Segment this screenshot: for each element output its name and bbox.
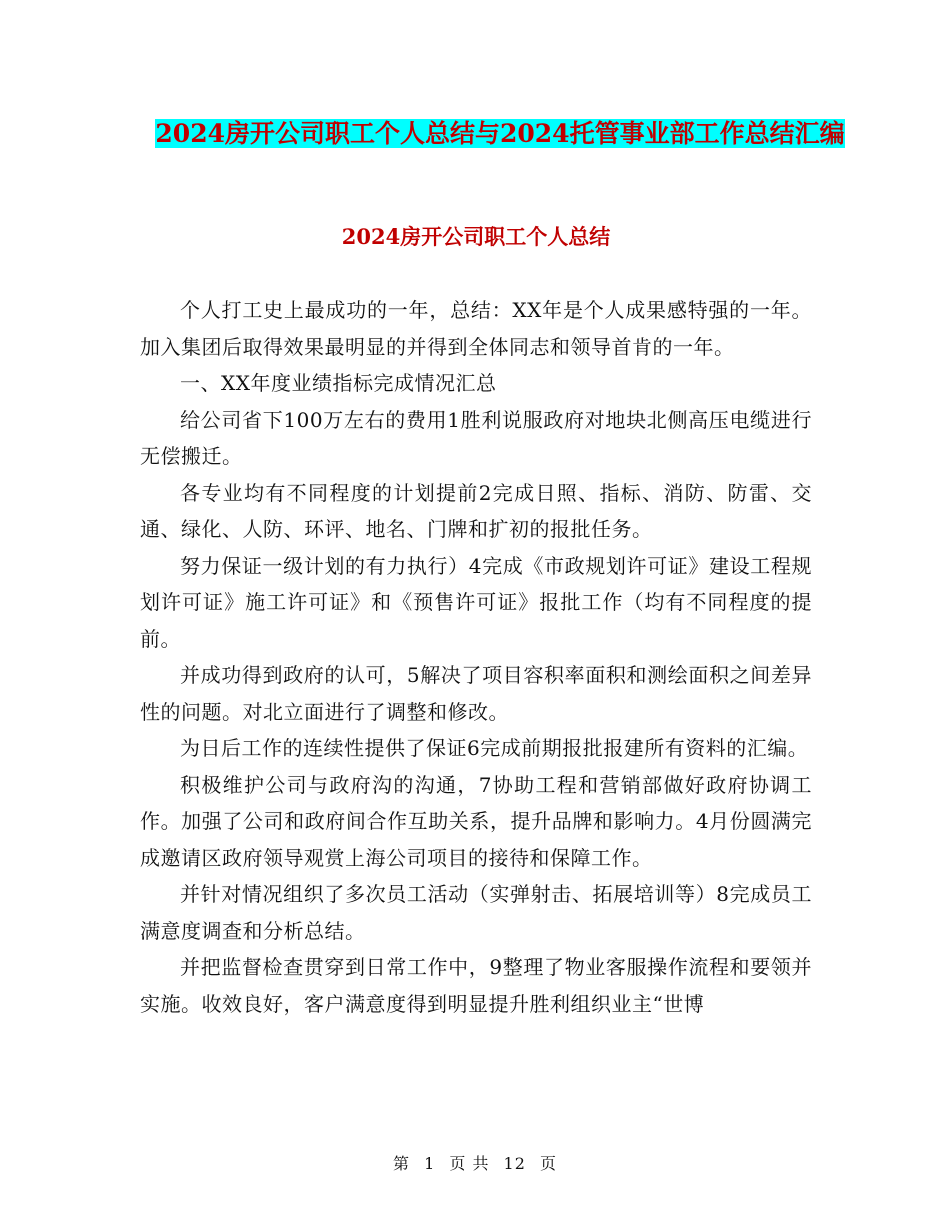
paragraph: 为日后工作的连续性提供了保证6完成前期报批报建所有资料的汇编。 <box>180 736 809 760</box>
paragraph: 各专业均有不同程度的计划提前2完成日照、指标、消防、防雷、交通、绿化、人防、环评、地名、门牌和扩初的报批任务。 <box>140 480 812 541</box>
paragraph: 积极维护公司与政府沟的沟通，7协助工程和营销部做好政府协调工作。加强了公司和政府间合作互助关系，提升品牌和影响力。4月份圆满完成邀请区政府领导观赏上海公司项目的接待和保障工作。 <box>140 772 812 870</box>
paragraph: 并把监督检查贯穿到日常工作中，9整理了物业客服操作流程和要领并实施。收效良好，客户满意度得到明显提升胜利组织业主“世博 <box>140 955 812 1016</box>
footer-prefix: 第 <box>392 1154 410 1173</box>
paragraph: 给公司省下100万左右的费用1胜利说服政府对地块北侧高压电缆进行无偿搬迁。 <box>140 407 812 468</box>
paragraph: 努力保证一级计划的有力执行）4完成《市政规划许可证》建设工程规划许可证》施工许可证》和《预售许可证》报批工作（均有不同程度的提前。 <box>140 553 812 651</box>
page-footer <box>0 1153 950 1175</box>
paragraph: 并成功得到政府的认可，5解决了项目容积率面积和测绘面积之间差异性的问题。对北立面进行了调整和修改。 <box>140 663 812 724</box>
document-title-text: 2024房开公司职工个人总结与2024托管事业部工作总结汇编 <box>155 119 845 148</box>
footer-total-pages: 12 <box>503 1154 526 1173</box>
document-body <box>140 292 812 1022</box>
paragraph: 并针对情况组织了多次员工活动（实弹射击、拓展培训等）8完成员工满意度调查和分析总结。 <box>140 882 812 943</box>
document-title <box>140 110 860 157</box>
footer-suffix: 页 <box>540 1154 558 1173</box>
footer-middle: 页 共 <box>449 1154 490 1173</box>
paragraph: 一、XX年度业绩指标完成情况汇总 <box>180 371 497 395</box>
paragraph: 个人打工史上最成功的一年，总结：XX年是个人成果感特强的一年。加入集团后取得效果最明显的并得到全体同志和领导首肯的一年。 <box>140 298 812 359</box>
footer-page-number: 1 <box>424 1154 436 1173</box>
section-title: 2024房开公司职工个人总结 <box>341 224 611 249</box>
